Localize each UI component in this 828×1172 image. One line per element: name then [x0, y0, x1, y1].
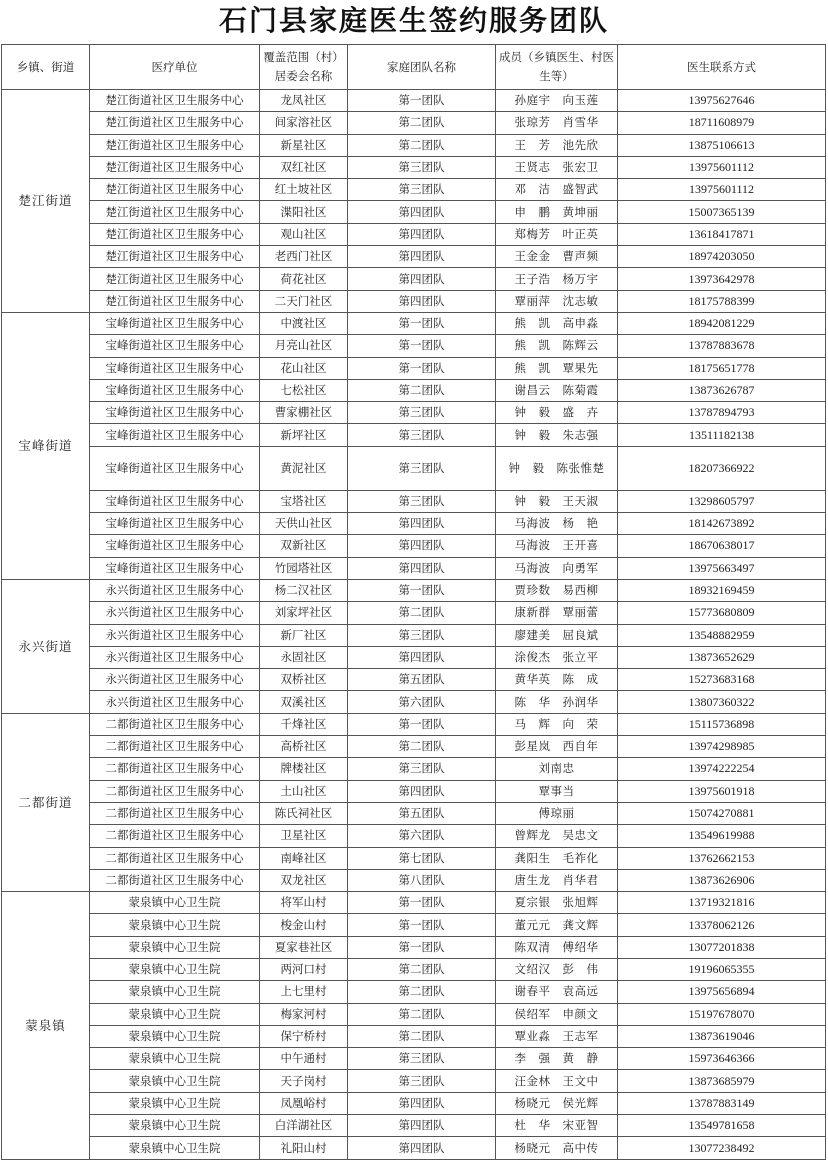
members-cell: 汪金林 王文中	[496, 1070, 618, 1092]
header-coverage: 覆盖范围（村）居委会名称	[260, 45, 348, 90]
coverage-cell: 双红社区	[260, 156, 348, 178]
members-cell: 钟 毅 朱志强	[496, 424, 618, 446]
team-cell: 第四团队	[348, 201, 496, 223]
table-row	[2, 513, 826, 535]
members-cell: 唐生龙 肖华君	[496, 869, 618, 891]
table-row	[2, 869, 826, 891]
unit-cell: 楚江街道社区卫生服务中心	[90, 290, 260, 312]
phone-cell: 13975663497	[618, 557, 826, 579]
members-cell: 马海波 王开喜	[496, 535, 618, 557]
coverage-cell: 荷花社区	[260, 268, 348, 290]
table-row	[2, 424, 826, 446]
unit-cell: 蒙泉镇中心卫生院	[90, 981, 260, 1003]
coverage-cell: 观山社区	[260, 223, 348, 245]
table-header-row	[2, 45, 826, 90]
members-cell: 郑梅芳 叶正英	[496, 223, 618, 245]
phone-cell: 13974222254	[618, 758, 826, 780]
phone-cell: 13378062126	[618, 914, 826, 936]
table-row	[2, 1137, 826, 1159]
unit-cell: 永兴街道社区卫生服务中心	[90, 669, 260, 691]
table-row	[2, 713, 826, 735]
unit-cell: 楚江街道社区卫生服务中心	[90, 112, 260, 134]
phone-cell: 13807360322	[618, 691, 826, 713]
phone-cell: 13975656894	[618, 981, 826, 1003]
team-cell: 第四团队	[348, 1115, 496, 1137]
members-cell: 陈双清 傅绍华	[496, 936, 618, 958]
team-cell: 第一团队	[348, 713, 496, 735]
members-cell: 杜 华 宋亚智	[496, 1115, 618, 1137]
team-cell: 第六团队	[348, 825, 496, 847]
coverage-cell: 永固社区	[260, 646, 348, 668]
unit-cell: 楚江街道社区卫生服务中心	[90, 179, 260, 201]
coverage-cell: 宝塔社区	[260, 490, 348, 512]
doctor-team-table	[1, 44, 826, 1160]
phone-cell: 18207366922	[618, 446, 826, 490]
table-body	[2, 90, 826, 1160]
table-row	[2, 402, 826, 424]
coverage-cell: 曹家棚社区	[260, 402, 348, 424]
table-row	[2, 802, 826, 824]
phone-cell: 13762662153	[618, 847, 826, 869]
phone-cell: 15973646366	[618, 1048, 826, 1070]
unit-cell: 二都街道社区卫生服务中心	[90, 869, 260, 891]
unit-cell: 蒙泉镇中心卫生院	[90, 958, 260, 980]
unit-cell: 宝峰街道社区卫生服务中心	[90, 513, 260, 535]
unit-cell: 二都街道社区卫生服务中心	[90, 802, 260, 824]
coverage-cell: 月亮山社区	[260, 335, 348, 357]
team-cell: 第一团队	[348, 914, 496, 936]
coverage-cell: 新坪社区	[260, 424, 348, 446]
district-cell: 永兴街道	[2, 579, 90, 713]
members-cell: 熊 凯 覃果先	[496, 357, 618, 379]
unit-cell: 永兴街道社区卫生服务中心	[90, 646, 260, 668]
phone-cell: 15773680809	[618, 602, 826, 624]
header-unit: 医疗单位	[90, 45, 260, 90]
team-cell: 第四团队	[348, 780, 496, 802]
table-row	[2, 290, 826, 312]
unit-cell: 蒙泉镇中心卫生院	[90, 892, 260, 914]
phone-cell: 18711608979	[618, 112, 826, 134]
members-cell: 孙庭宇 向玉莲	[496, 90, 618, 112]
header-district: 乡镇、街道	[2, 45, 90, 90]
table-row	[2, 490, 826, 512]
coverage-cell: 中午通村	[260, 1048, 348, 1070]
coverage-cell: 牌楼社区	[260, 758, 348, 780]
coverage-cell: 龙凤社区	[260, 90, 348, 112]
coverage-cell: 杨二汉社区	[260, 579, 348, 601]
members-cell: 谢春平 袁高远	[496, 981, 618, 1003]
unit-cell: 宝峰街道社区卫生服务中心	[90, 557, 260, 579]
unit-cell: 蒙泉镇中心卫生院	[90, 1070, 260, 1092]
team-cell: 第四团队	[348, 1092, 496, 1114]
coverage-cell: 高桥社区	[260, 736, 348, 758]
table-row	[2, 1092, 826, 1114]
coverage-cell: 将军山村	[260, 892, 348, 914]
members-cell: 熊 凯 高申淼	[496, 312, 618, 334]
phone-cell: 18974203050	[618, 246, 826, 268]
phone-cell: 13975627646	[618, 90, 826, 112]
coverage-cell: 土山社区	[260, 780, 348, 802]
members-cell: 黄华英 陈 成	[496, 669, 618, 691]
phone-cell: 13077201838	[618, 936, 826, 958]
team-cell: 第一团队	[348, 892, 496, 914]
coverage-cell: 两河口村	[260, 958, 348, 980]
coverage-cell: 双龙社区	[260, 869, 348, 891]
table-row	[2, 1070, 826, 1092]
district-cell: 宝峰街道	[2, 312, 90, 579]
phone-cell: 15197678070	[618, 1003, 826, 1025]
team-cell: 第二团队	[348, 981, 496, 1003]
coverage-cell: 红土坡社区	[260, 179, 348, 201]
unit-cell: 宝峰街道社区卫生服务中心	[90, 446, 260, 490]
phone-cell: 13787894793	[618, 402, 826, 424]
table-row	[2, 1048, 826, 1070]
table-row	[2, 758, 826, 780]
phone-cell: 13975601918	[618, 780, 826, 802]
phone-cell: 13873685979	[618, 1070, 826, 1092]
phone-cell: 15115736898	[618, 713, 826, 735]
members-cell: 申 鹏 黄坤丽	[496, 201, 618, 223]
coverage-cell: 卫星社区	[260, 825, 348, 847]
unit-cell: 蒙泉镇中心卫生院	[90, 1003, 260, 1025]
members-cell: 覃业淼 王志军	[496, 1025, 618, 1047]
unit-cell: 宝峰街道社区卫生服务中心	[90, 535, 260, 557]
table-row	[2, 780, 826, 802]
phone-cell: 18932169459	[618, 579, 826, 601]
coverage-cell: 中渡社区	[260, 312, 348, 334]
coverage-cell: 夏家巷社区	[260, 936, 348, 958]
table-row	[2, 535, 826, 557]
table-row	[2, 825, 826, 847]
members-cell: 曾辉龙 吴忠文	[496, 825, 618, 847]
members-cell: 彭星岚 西自年	[496, 736, 618, 758]
unit-cell: 宝峰街道社区卫生服务中心	[90, 424, 260, 446]
unit-cell: 蒙泉镇中心卫生院	[90, 936, 260, 958]
table-row	[2, 624, 826, 646]
phone-cell: 13549619988	[618, 825, 826, 847]
phone-cell: 18142673892	[618, 513, 826, 535]
team-cell: 第四团队	[348, 268, 496, 290]
members-cell: 杨晓元 侯光辉	[496, 1092, 618, 1114]
unit-cell: 永兴街道社区卫生服务中心	[90, 624, 260, 646]
header-members: 成员（乡镇医生、村医生等）	[496, 45, 618, 90]
team-cell: 第四团队	[348, 290, 496, 312]
coverage-cell: 保宁桥村	[260, 1025, 348, 1047]
unit-cell: 蒙泉镇中心卫生院	[90, 1092, 260, 1114]
team-cell: 第三团队	[348, 1070, 496, 1092]
members-cell: 钟 毅 盛 卉	[496, 402, 618, 424]
table-row	[2, 156, 826, 178]
table-row	[2, 1025, 826, 1047]
phone-cell: 15273683168	[618, 669, 826, 691]
members-cell: 王金金 曹声频	[496, 246, 618, 268]
table-row	[2, 223, 826, 245]
table-row	[2, 312, 826, 334]
page-title: 石门县家庭医生签约服务团队	[218, 4, 609, 37]
team-cell: 第七团队	[348, 847, 496, 869]
coverage-cell: 天供山社区	[260, 513, 348, 535]
table-row	[2, 90, 826, 112]
coverage-cell: 天子岗村	[260, 1070, 348, 1092]
phone-cell: 13618417871	[618, 223, 826, 245]
team-cell: 第六团队	[348, 691, 496, 713]
coverage-cell: 凤凰峪村	[260, 1092, 348, 1114]
members-cell: 王子浩 杨万宇	[496, 268, 618, 290]
phone-cell: 13873619046	[618, 1025, 826, 1047]
team-cell: 第三团队	[348, 758, 496, 780]
phone-cell: 13511182138	[618, 424, 826, 446]
team-cell: 第二团队	[348, 958, 496, 980]
district-cell: 二都街道	[2, 713, 90, 891]
coverage-cell: 双溪社区	[260, 691, 348, 713]
members-cell: 熊 凯 陈辉云	[496, 335, 618, 357]
coverage-cell: 老西门社区	[260, 246, 348, 268]
table-row	[2, 446, 826, 490]
table-row	[2, 914, 826, 936]
team-cell: 第四团队	[348, 535, 496, 557]
team-cell: 第一团队	[348, 936, 496, 958]
team-cell: 第一团队	[348, 312, 496, 334]
team-cell: 第四团队	[348, 246, 496, 268]
unit-cell: 二都街道社区卫生服务中心	[90, 736, 260, 758]
unit-cell: 宝峰街道社区卫生服务中心	[90, 312, 260, 334]
table-row	[2, 936, 826, 958]
coverage-cell: 白洋湖社区	[260, 1115, 348, 1137]
table-row	[2, 268, 826, 290]
members-cell: 覃事当	[496, 780, 618, 802]
members-cell: 王 芳 池先欣	[496, 134, 618, 156]
phone-cell: 13077238492	[618, 1137, 826, 1159]
phone-cell: 19196065355	[618, 958, 826, 980]
phone-cell: 13975601112	[618, 156, 826, 178]
phone-cell: 13875106613	[618, 134, 826, 156]
coverage-cell: 新厂社区	[260, 624, 348, 646]
phone-cell: 13298605797	[618, 490, 826, 512]
unit-cell: 宝峰街道社区卫生服务中心	[90, 379, 260, 401]
team-cell: 第一团队	[348, 357, 496, 379]
team-cell: 第二团队	[348, 602, 496, 624]
coverage-cell: 上七里村	[260, 981, 348, 1003]
team-cell: 第二团队	[348, 134, 496, 156]
coverage-cell: 梭金山村	[260, 914, 348, 936]
coverage-cell: 新星社区	[260, 134, 348, 156]
unit-cell: 永兴街道社区卫生服务中心	[90, 579, 260, 601]
members-cell: 侯绍军 申颜文	[496, 1003, 618, 1025]
table-row	[2, 602, 826, 624]
coverage-cell: 黄泥社区	[260, 446, 348, 490]
phone-cell: 13873652629	[618, 646, 826, 668]
members-cell: 钟 毅 王天淑	[496, 490, 618, 512]
table-row	[2, 958, 826, 980]
phone-cell: 13975601112	[618, 179, 826, 201]
phone-cell: 13974298985	[618, 736, 826, 758]
team-cell: 第二团队	[348, 1003, 496, 1025]
team-cell: 第四团队	[348, 557, 496, 579]
team-cell: 第四团队	[348, 1137, 496, 1159]
coverage-cell: 二天门社区	[260, 290, 348, 312]
members-cell: 李 强 黄 静	[496, 1048, 618, 1070]
team-cell: 第四团队	[348, 223, 496, 245]
header-phone: 医生联系方式	[618, 45, 826, 90]
table-row	[2, 646, 826, 668]
members-cell: 杨晓元 高中传	[496, 1137, 618, 1159]
team-cell: 第四团队	[348, 646, 496, 668]
unit-cell: 楚江街道社区卫生服务中心	[90, 134, 260, 156]
unit-cell: 永兴街道社区卫生服务中心	[90, 602, 260, 624]
phone-cell: 15007365139	[618, 201, 826, 223]
coverage-cell: 刘家坪社区	[260, 602, 348, 624]
coverage-cell: 千烽社区	[260, 713, 348, 735]
members-cell: 涂俊杰 张立平	[496, 646, 618, 668]
header-team: 家庭团队名称	[348, 45, 496, 90]
district-cell: 楚江街道	[2, 90, 90, 313]
members-cell: 廖建美 屈良斌	[496, 624, 618, 646]
unit-cell: 二都街道社区卫生服务中心	[90, 825, 260, 847]
coverage-cell: 双新社区	[260, 535, 348, 557]
members-cell: 覃丽萍 沈志敏	[496, 290, 618, 312]
district-cell: 蒙泉镇	[2, 892, 90, 1160]
team-cell: 第三团队	[348, 156, 496, 178]
members-cell: 马海波 向勇军	[496, 557, 618, 579]
team-cell: 第一团队	[348, 90, 496, 112]
table-row	[2, 379, 826, 401]
table-row	[2, 201, 826, 223]
members-cell: 夏宗银 张旭辉	[496, 892, 618, 914]
members-cell: 邓 洁 盛智武	[496, 179, 618, 201]
table-row	[2, 179, 826, 201]
phone-cell: 18175651778	[618, 357, 826, 379]
unit-cell: 宝峰街道社区卫生服务中心	[90, 402, 260, 424]
members-cell: 张琼芳 肖雪华	[496, 112, 618, 134]
table-row	[2, 357, 826, 379]
table-row	[2, 981, 826, 1003]
members-cell: 傅琼丽	[496, 802, 618, 824]
coverage-cell: 礼阳山村	[260, 1137, 348, 1159]
table-row	[2, 1003, 826, 1025]
phone-cell: 18175788399	[618, 290, 826, 312]
table-row	[2, 669, 826, 691]
team-cell: 第三团队	[348, 402, 496, 424]
unit-cell: 蒙泉镇中心卫生院	[90, 1115, 260, 1137]
unit-cell: 二都街道社区卫生服务中心	[90, 713, 260, 735]
unit-cell: 宝峰街道社区卫生服务中心	[90, 335, 260, 357]
table-row	[2, 1115, 826, 1137]
team-cell: 第三团队	[348, 1048, 496, 1070]
team-cell: 第二团队	[348, 1025, 496, 1047]
coverage-cell: 七松社区	[260, 379, 348, 401]
unit-cell: 蒙泉镇中心卫生院	[90, 1048, 260, 1070]
members-cell: 马 辉 向 荣	[496, 713, 618, 735]
unit-cell: 楚江街道社区卫生服务中心	[90, 268, 260, 290]
phone-cell: 13787883149	[618, 1092, 826, 1114]
team-cell: 第一团队	[348, 579, 496, 601]
team-cell: 第四团队	[348, 513, 496, 535]
members-cell: 董元元 龚文辉	[496, 914, 618, 936]
phone-cell: 18670638017	[618, 535, 826, 557]
unit-cell: 宝峰街道社区卫生服务中心	[90, 490, 260, 512]
members-cell: 王贤志 张宏卫	[496, 156, 618, 178]
members-cell: 陈 华 孙润华	[496, 691, 618, 713]
unit-cell: 二都街道社区卫生服务中心	[90, 758, 260, 780]
unit-cell: 二都街道社区卫生服务中心	[90, 847, 260, 869]
table-row	[2, 557, 826, 579]
unit-cell: 宝峰街道社区卫生服务中心	[90, 357, 260, 379]
table-row	[2, 892, 826, 914]
phone-cell: 13873626906	[618, 869, 826, 891]
phone-cell: 15074270881	[618, 802, 826, 824]
coverage-cell: 花山社区	[260, 357, 348, 379]
phone-cell: 13873626787	[618, 379, 826, 401]
team-cell: 第五团队	[348, 802, 496, 824]
table-row	[2, 246, 826, 268]
table-row	[2, 579, 826, 601]
team-cell: 第二团队	[348, 379, 496, 401]
coverage-cell: 双桥社区	[260, 669, 348, 691]
team-cell: 第二团队	[348, 736, 496, 758]
table-row	[2, 691, 826, 713]
coverage-cell: 间家溶社区	[260, 112, 348, 134]
team-cell: 第三团队	[348, 624, 496, 646]
team-cell: 第二团队	[348, 112, 496, 134]
team-cell: 第五团队	[348, 669, 496, 691]
members-cell: 贾珍数 易西柳	[496, 579, 618, 601]
coverage-cell: 渫阳社区	[260, 201, 348, 223]
team-cell: 第三团队	[348, 446, 496, 490]
unit-cell: 永兴街道社区卫生服务中心	[90, 691, 260, 713]
phone-cell: 18942081229	[618, 312, 826, 334]
coverage-cell: 竹园塔社区	[260, 557, 348, 579]
members-cell: 刘南忠	[496, 758, 618, 780]
members-cell: 康新群 覃丽蕾	[496, 602, 618, 624]
team-cell: 第三团队	[348, 424, 496, 446]
members-cell: 马海波 杨 艳	[496, 513, 618, 535]
unit-cell: 二都街道社区卫生服务中心	[90, 780, 260, 802]
members-cell: 钟 毅 陈张惟楚	[496, 446, 618, 490]
unit-cell: 楚江街道社区卫生服务中心	[90, 246, 260, 268]
table-row	[2, 736, 826, 758]
unit-cell: 楚江街道社区卫生服务中心	[90, 156, 260, 178]
unit-cell: 楚江街道社区卫生服务中心	[90, 201, 260, 223]
unit-cell: 蒙泉镇中心卫生院	[90, 1137, 260, 1159]
members-cell: 文绍汉 彭 伟	[496, 958, 618, 980]
unit-cell: 楚江街道社区卫生服务中心	[90, 90, 260, 112]
phone-cell: 13549781658	[618, 1115, 826, 1137]
team-cell: 第三团队	[348, 179, 496, 201]
phone-cell: 13973642978	[618, 268, 826, 290]
table-row	[2, 134, 826, 156]
phone-cell: 13548882959	[618, 624, 826, 646]
phone-cell: 13787883678	[618, 335, 826, 357]
coverage-cell: 南峰社区	[260, 847, 348, 869]
coverage-cell: 陈氏祠社区	[260, 802, 348, 824]
unit-cell: 蒙泉镇中心卫生院	[90, 914, 260, 936]
table-row	[2, 112, 826, 134]
table-row	[2, 335, 826, 357]
members-cell: 谢昌云 陈菊霞	[496, 379, 618, 401]
coverage-cell: 梅家河村	[260, 1003, 348, 1025]
team-cell: 第八团队	[348, 869, 496, 891]
phone-cell: 13719321816	[618, 892, 826, 914]
unit-cell: 蒙泉镇中心卫生院	[90, 1025, 260, 1047]
members-cell: 龚阳生 毛祚化	[496, 847, 618, 869]
team-cell: 第一团队	[348, 335, 496, 357]
team-cell: 第三团队	[348, 490, 496, 512]
unit-cell: 楚江街道社区卫生服务中心	[90, 223, 260, 245]
table-row	[2, 847, 826, 869]
